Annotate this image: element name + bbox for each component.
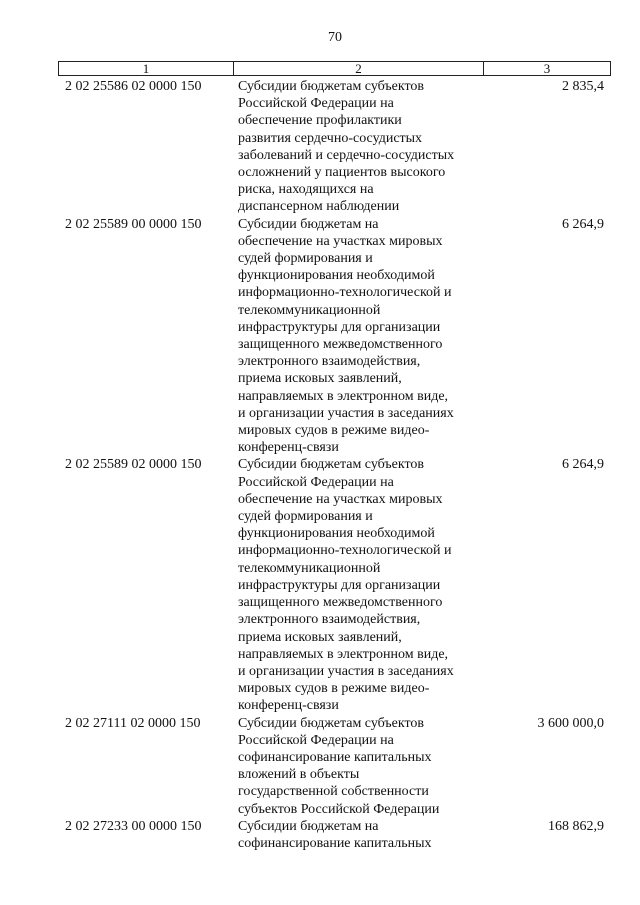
- table-row: [58, 216, 611, 457]
- description-line: приема исковых заявлений,: [238, 371, 402, 387]
- amount: 168 862,9: [548, 818, 604, 834]
- description-line: Субсидии бюджетам на: [238, 216, 379, 232]
- table-row: [58, 715, 611, 818]
- page-number: 70: [328, 30, 342, 45]
- description-line: телекоммуникационной: [238, 560, 381, 576]
- amount: 2 835,4: [562, 79, 604, 94]
- description-line: функционирования необходимой: [238, 526, 435, 542]
- description: [233, 715, 483, 818]
- table-header-row: [58, 61, 611, 76]
- description: [233, 216, 483, 457]
- header-col-1: 1: [59, 62, 234, 75]
- description-line: диспансерном наблюдении: [238, 199, 400, 215]
- description-line: защищенного межведомственного: [238, 595, 443, 611]
- description-line: Субсидии бюджетам субъектов: [238, 715, 425, 731]
- description-line: риска, находящихся на: [238, 182, 374, 198]
- description-line: заболеваний и сердечно-сосудистых: [238, 147, 455, 163]
- description-line: обеспечение на участках мировых: [238, 233, 443, 249]
- table-body: [58, 78, 611, 852]
- amount: 6 264,9: [562, 457, 604, 473]
- description-line: Российской Федерации на: [238, 732, 394, 748]
- description-line: направляемых в электронном виде,: [238, 646, 449, 662]
- description-line: развития сердечно-сосудистых: [238, 130, 423, 146]
- description: [233, 78, 483, 216]
- budget-code: 2 02 25589 00 0000 150: [65, 216, 202, 232]
- header-col-3: 3: [543, 61, 551, 76]
- description-line: судей формирования и: [238, 251, 373, 267]
- description-line: приема исковых заявлений,: [238, 629, 402, 645]
- description-line: мировых судов в режиме видео-: [238, 681, 430, 697]
- table-row: [58, 78, 611, 216]
- description-line: инфраструктуры для организации: [238, 319, 441, 335]
- budget-code: 2 02 25589 02 0000 150: [65, 457, 202, 473]
- table-row: [58, 456, 611, 714]
- description-line: обеспечение на участках мировых: [238, 491, 443, 507]
- amount: 6 264,9: [562, 216, 604, 232]
- description-line: судей формирования и: [238, 509, 373, 525]
- description-line: софинансирование капитальных: [238, 835, 432, 851]
- description-line: электронного взаимодействия,: [238, 354, 421, 370]
- description-line: Российской Федерации на: [238, 474, 394, 490]
- description-line: Субсидии бюджетам субъектов: [238, 79, 425, 94]
- description-line: осложнений у пациентов высокого: [238, 165, 446, 181]
- description-line: инфраструктуры для организации: [238, 577, 441, 593]
- description-line: телекоммуникационной: [238, 302, 381, 318]
- description-line: защищенного межведомственного: [238, 337, 443, 353]
- budget-code: 2 02 25586 02 0000 150: [65, 79, 202, 94]
- header-col-2: 2: [234, 62, 484, 75]
- table-row: [58, 818, 611, 852]
- description-line: направляемых в электронном виде,: [238, 388, 449, 404]
- description-line: и организации участия в заседаниях: [238, 663, 454, 679]
- description-line: софинансирование капитальных: [238, 749, 432, 765]
- description-line: обеспечение профилактики: [238, 113, 402, 129]
- budget-code: 2 02 27233 00 0000 150: [65, 818, 202, 834]
- description-line: вложений в объекты: [238, 767, 360, 783]
- description-line: и организации участия в заседаниях: [238, 405, 454, 421]
- description-line: конференц-связи: [238, 440, 339, 456]
- description-line: Российской Федерации на: [238, 96, 394, 112]
- amount: 3 600 000,0: [537, 715, 604, 731]
- description-line: Субсидии бюджетам на: [238, 818, 379, 834]
- description-line: субъектов Российской Федерации: [238, 801, 440, 817]
- description: [233, 818, 483, 852]
- description-line: информационно-технологической и: [238, 285, 452, 301]
- description-line: информационно-технологической и: [238, 543, 452, 559]
- description: [233, 456, 483, 714]
- description-line: государственной собственности: [238, 784, 429, 800]
- description-line: электронного взаимодействия,: [238, 612, 421, 628]
- description-line: Субсидии бюджетам субъектов: [238, 457, 425, 473]
- budget-code: 2 02 27111 02 0000 150: [65, 715, 201, 731]
- description-line: функционирования необходимой: [238, 268, 435, 284]
- description-line: мировых судов в режиме видео-: [238, 423, 430, 439]
- description-line: конференц-связи: [238, 698, 339, 714]
